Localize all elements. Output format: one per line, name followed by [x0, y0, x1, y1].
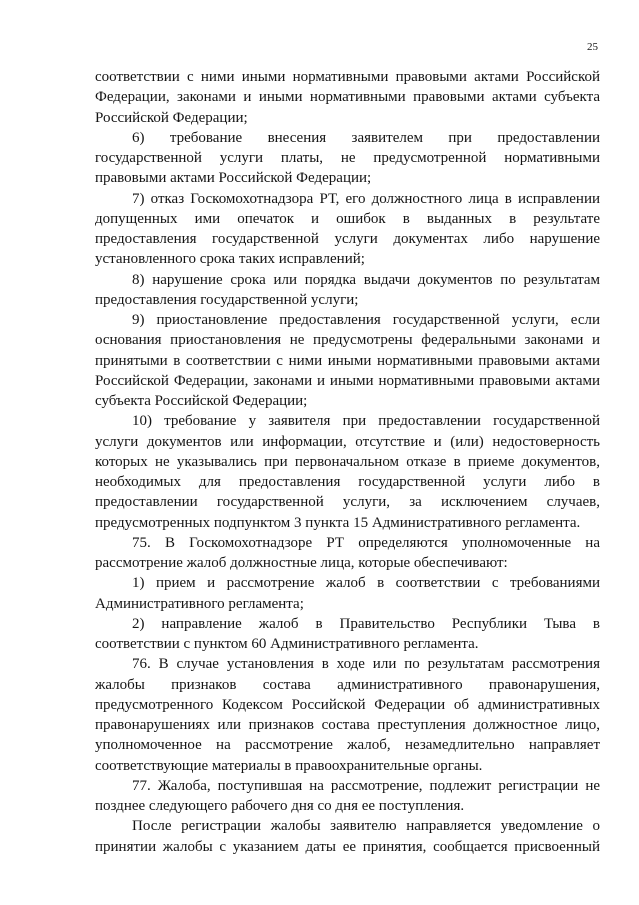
text-line: Административного регламента;	[95, 595, 304, 612]
text-line: 77. Жалоба, поступившая на рассмотрение, подлежит регистрации не	[132, 777, 601, 794]
text-line: соответствии с пунктом 60 Административного регламента.	[95, 636, 479, 652]
list-item-6	[95, 128, 600, 189]
text-line: 75. В Госкомохотнадзоре РТ определяются уполномоченные на	[132, 534, 600, 551]
text-line: принятии жалобы с указанием даты ее принятия, сообщается присвоенный	[95, 838, 600, 855]
list-item-7	[95, 189, 600, 270]
text-line: правовыми актами Российской Федерации;	[95, 170, 372, 187]
text-line: принятыми в соответствии с ними иными нормативными правовыми актами	[95, 352, 600, 369]
text-line: соответствии с ними иными нормативными правовыми актами Российской	[95, 69, 600, 85]
text-line: рассмотрение жалоб должностные лица, которые обеспечивают:	[95, 555, 508, 571]
text-line: государственной услуги платы, не предусмотренной нормативными	[95, 150, 600, 166]
text-line: основания приостановления не предусмотрены федеральными законами и	[95, 332, 600, 349]
text-line: 2) направление жалоб в Правительство Республики Тыва в	[132, 615, 600, 632]
text-line: субъекта Российской Федерации;	[95, 393, 308, 409]
text-line: 6) требование внесения заявителем при предоставлении	[132, 129, 600, 146]
text-line: услуги документов или информации, отсутствие и (или) недостоверность	[95, 433, 600, 450]
text-line: 76. В случае установления в ходе или по результатам рассмотрения	[132, 656, 600, 673]
text-line: позднее следующего рабочего дня со дня ее поступления.	[95, 798, 465, 814]
text-line: соответствующие материалы в правоохранительные органы.	[95, 757, 483, 774]
list-item-10	[95, 411, 600, 533]
clause-75	[95, 533, 600, 574]
text-line: После регистрации жалобы заявителю направляется уведомление о	[132, 818, 600, 835]
text-line: предоставлении государственной услуги, за исключением случаев,	[95, 494, 600, 511]
text-line: предоставления государственной услуги;	[95, 291, 359, 308]
document-body	[95, 67, 600, 857]
text-line: допущенных ими опечаток и ошибок в выданных в результате	[95, 210, 600, 227]
text-line: 1) прием и рассмотрение жалоб в соответствии с требованиями	[132, 575, 600, 592]
page-number: 25	[587, 41, 598, 53]
text-line: Российской Федерации, законами и иными нормативными правовыми актами	[95, 372, 601, 389]
clause-77	[95, 776, 600, 817]
text-line: правонарушениях или признаков состава преступления должностное лицо,	[95, 717, 600, 733]
list-item-9	[95, 310, 600, 411]
paragraph-registration	[95, 816, 600, 857]
text-line: Федерации, законами и иными нормативными правовыми актами субъекта	[95, 89, 600, 106]
clause-76	[95, 654, 600, 776]
list-item-8	[95, 270, 600, 311]
text-line: необходимых для предоставления государственной услуги либо в	[95, 474, 600, 490]
text-line: уполномоченное на рассмотрение жалоб, незамедлительно направляет	[95, 737, 600, 754]
text-line: 7) отказ Госкомохотнадзора РТ, его должностного лица в исправлении	[132, 190, 601, 207]
clause-75-item-2	[95, 614, 600, 655]
text-line: 8) нарушение срока или порядка выдачи документов по результатам	[132, 271, 600, 288]
text-line: предусмотренного Кодексом Российской Федерации об административных	[95, 696, 600, 713]
text-line: предусмотренных подпунктом 3 пункта 15 Административного регламента.	[95, 514, 581, 531]
text-line: 9) приостановление предоставления государственной услуги, если	[132, 312, 600, 328]
clause-75-item-1	[95, 573, 600, 614]
text-line: установленного срока таких исправлений;	[95, 251, 365, 268]
text-line: Российской Федерации;	[95, 109, 248, 126]
text-line: жалобы признаков состава административного правонарушения,	[95, 676, 600, 693]
text-line: которых не указывались при первоначальном отказе в приеме документов,	[95, 453, 600, 470]
text-line: 10) требование у заявителя при предоставлении государственной	[132, 413, 600, 430]
text-line: предоставления государственной услуги документах либо нарушение	[95, 231, 601, 247]
paragraph-continuation	[95, 67, 600, 128]
